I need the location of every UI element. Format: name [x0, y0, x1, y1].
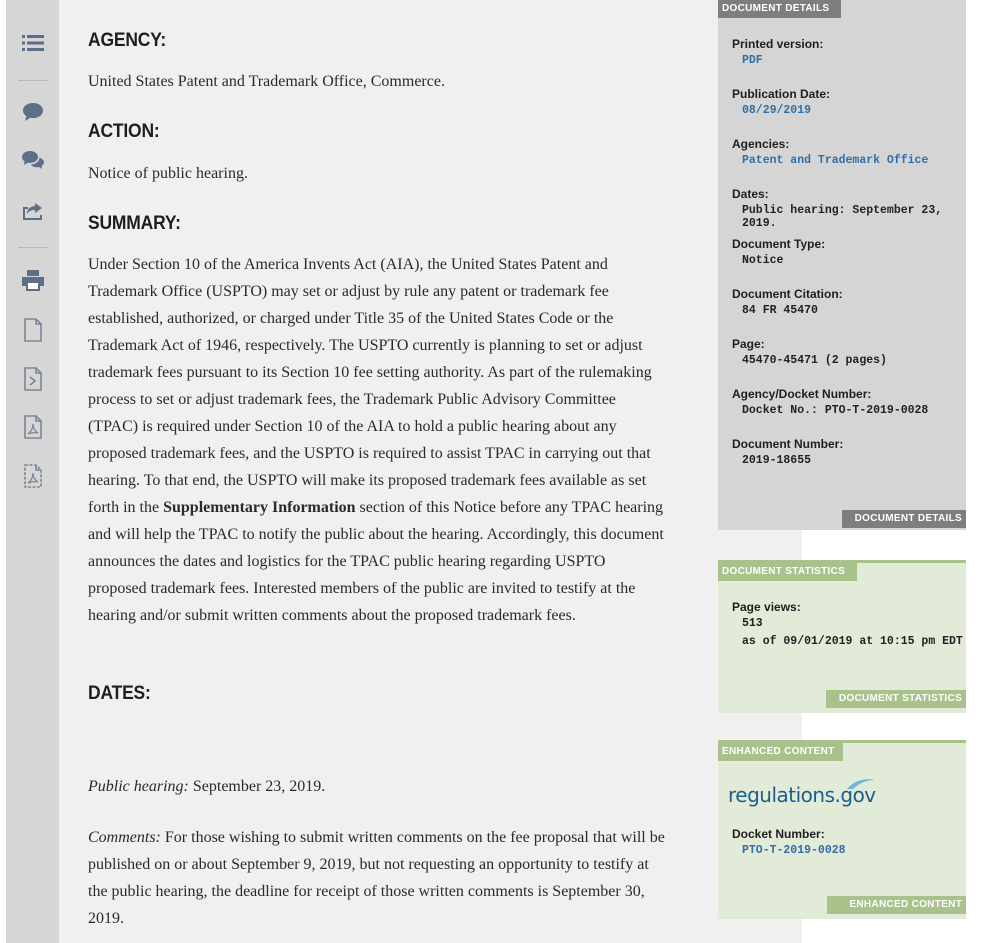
detail-agencies: [732, 137, 928, 167]
page-views-as-of: as of 09/01/2019 at 10:15 pm EDT: [742, 635, 963, 648]
page-views-count: 513: [742, 617, 763, 630]
toolbar-divider: [18, 80, 48, 81]
detail-docket-number: [732, 387, 928, 417]
document-statistics-panel: [718, 560, 966, 713]
detail-value: Notice: [742, 254, 784, 267]
enhanced-content-footer: ENHANCED CONTENT: [827, 896, 966, 914]
enhanced-docket: [732, 827, 846, 857]
detail-value: Public hearing: September 23, 2019.: [742, 204, 943, 230]
summary-text: [88, 251, 668, 629]
table-of-contents-icon[interactable]: [6, 28, 59, 58]
detail-label: Document Type:: [732, 237, 826, 251]
comments-text: [88, 824, 668, 932]
detail-publication-date: [732, 87, 830, 117]
detail-value: 2019-18655: [742, 454, 812, 467]
regulations-gov-logo[interactable]: [728, 783, 876, 807]
public-inspection-document-icon[interactable]: [6, 461, 59, 491]
xml-document-icon[interactable]: [6, 364, 59, 394]
summary-text-part2: section of this Notice before any TPAC hearing and will help the TPAC to notify the public about the hearing. Accordingly, this document announces the dates and logistics for the TPAC public hearing regarding USPTO proposed trademark fees. Interested members of the public are invited to testify at the hearing and/or submit written comments about the proposed trademark fees.: [88, 499, 664, 624]
toolbar-divider: [18, 247, 48, 248]
detail-label: Agencies:: [732, 137, 790, 151]
detail-label: Dates:: [732, 187, 769, 201]
public-hearing-label: Public hearing:: [88, 778, 189, 795]
docket-number-label: Docket Number:: [732, 827, 825, 841]
document-details-header: DOCUMENT DETAILS: [718, 0, 841, 18]
detail-value: 45470-45471 (2 pages): [742, 354, 887, 367]
summary-text-part1: Under Section 10 of the America Invents Act (AIA), the United States Patent and Trademark Office (USPTO) may set or adjust by rule any patent or trademark fee established, authorized, or charged under Title 35 of the United States Code or the Trademark Act of 1946, respectively. The USPTO currently is planning to set or adjust trademark fees pursuant to its Section 10 fee setting authority. As part of the rulemaking process to set or adjust trademark fees, the Trademark Public Advisory Committee (TPAC) is required under Section 10 of the AIA to hold a public hearing about any proposed trademark fees, and the USPTO is required to assist TPAC in carrying out that hearing. To that end, the USPTO will make its proposed trademark fees available as set forth in the: [88, 256, 652, 516]
action-text: Notice of public hearing.: [88, 165, 248, 182]
detail-label: Publication Date:: [732, 87, 831, 101]
detail-page: [732, 337, 887, 367]
summary-heading: SUMMARY:: [88, 213, 181, 234]
detail-label: Page:: [732, 337, 765, 351]
pdf-document-icon[interactable]: [6, 412, 59, 442]
public-hearing-date: September 23, 2019.: [188, 778, 326, 795]
left-toolbar: [6, 0, 59, 943]
comments-label: Comments:: [88, 829, 161, 846]
logo-swoosh-icon: [846, 777, 876, 791]
document-statistics-footer: DOCUMENT STATISTICS: [826, 690, 966, 708]
detail-document-citation: [732, 287, 843, 317]
detail-label: Document Citation:: [732, 287, 843, 301]
print-icon[interactable]: [6, 265, 59, 295]
comment-icon[interactable]: [6, 97, 59, 127]
document-icon[interactable]: [6, 315, 59, 345]
agency-link[interactable]: Patent and Trademark Office: [742, 154, 929, 167]
publication-date-link[interactable]: 08/29/2019: [742, 104, 812, 117]
page-views: [732, 600, 963, 648]
logo-tld-text: .gov: [834, 783, 876, 807]
agency-text: United States Patent and Trademark Office, Commerce.: [88, 73, 445, 90]
public-hearing-text: [88, 773, 668, 800]
enhanced-content-panel: [718, 740, 966, 919]
supplementary-information-link[interactable]: Supplementary Information: [163, 499, 356, 516]
docket-number-link[interactable]: PTO-T-2019-0028: [742, 844, 846, 857]
logo-main-text: regulations: [728, 783, 835, 807]
enhanced-content-header: ENHANCED CONTENT: [718, 743, 843, 761]
pdf-link[interactable]: PDF: [742, 54, 763, 67]
document-details-panel: [718, 0, 966, 530]
page-views-label: Page views:: [732, 600, 801, 614]
detail-label: Printed version:: [732, 37, 824, 51]
detail-label: Document Number:: [732, 437, 844, 451]
detail-document-type: [732, 237, 825, 267]
detail-printed-version: [732, 37, 823, 67]
detail-label: Agency/Docket Number:: [732, 387, 872, 401]
detail-value: 84 FR 45470: [742, 304, 818, 317]
dates-heading: DATES:: [88, 683, 151, 704]
detail-dates: [732, 187, 966, 230]
share-icon[interactable]: [6, 196, 59, 226]
agency-heading: AGENCY:: [88, 30, 167, 51]
document-details-footer: DOCUMENT DETAILS: [842, 510, 966, 528]
comments-body: For those wishing to submit written comments on the fee proposal that will be published on or about September 9, 2019, but not requesting an opportunity to testify at the public hearing, the deadline for receipt of those written comments is September 30, 2019.: [88, 829, 665, 927]
detail-value: Docket No.: PTO-T-2019-0028: [742, 404, 929, 417]
public-comments-icon[interactable]: [6, 145, 59, 175]
detail-document-number: [732, 437, 843, 467]
document-statistics-header: DOCUMENT STATISTICS: [718, 563, 857, 581]
action-heading: ACTION:: [88, 121, 160, 142]
